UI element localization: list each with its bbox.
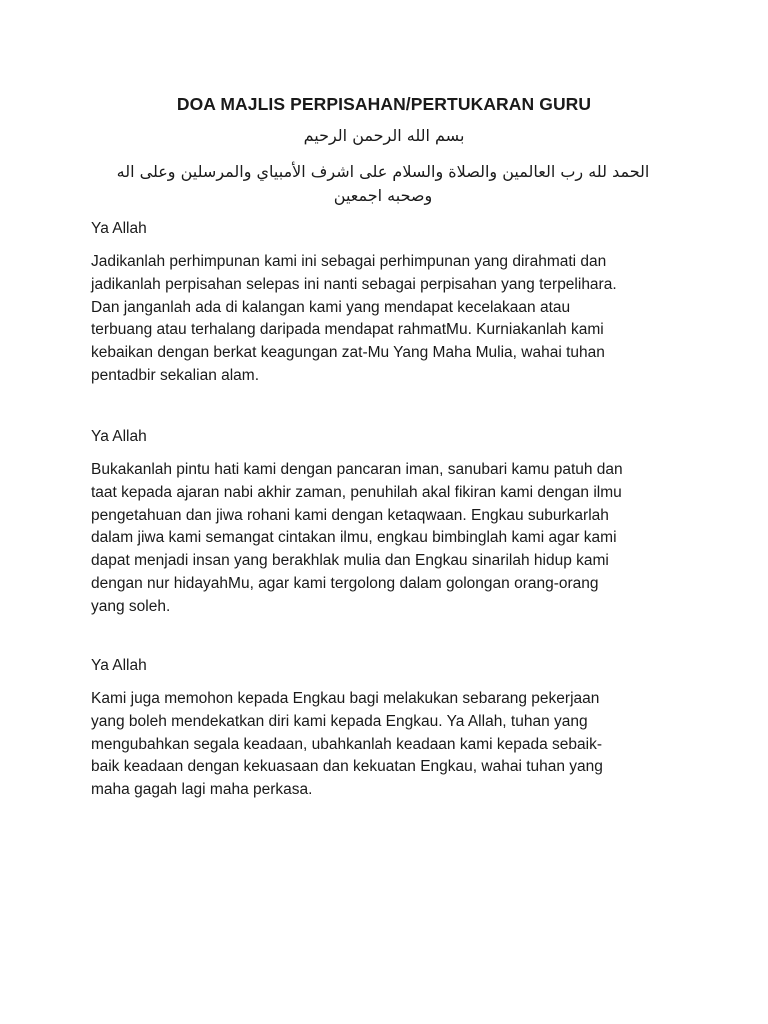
paragraph-line: dengan nur hidayahMu, agar kami tergolong dalam golongan orang-orang bbox=[91, 574, 599, 592]
paragraph-line: Kami juga memohon kepada Engkau bagi melakukan sebarang pekerjaan bbox=[91, 690, 600, 707]
paragraph-line: dapat menjadi insan yang berakhlak mulia dan Engkau sinarilah hidup kami bbox=[91, 552, 609, 570]
paragraph-line: mengubahkan segala keadaan, ubahkanlah keadaan kami kepada sebaik- bbox=[91, 735, 603, 753]
paragraph-line: yang boleh mendekatkan diri kami kepada Engkau. Ya Allah, tuhan yang bbox=[91, 712, 588, 730]
paragraph-line: taat kepada ajaran nabi akhir zaman, penuhilah akal fikiran kami dengan ilmu bbox=[91, 483, 622, 501]
paragraph-line: pentadbir sekalian alam. bbox=[91, 366, 260, 384]
section-paragraph bbox=[91, 688, 691, 802]
paragraph-line: yang soleh. bbox=[91, 597, 171, 615]
paragraph-line: baik keadaan dengan kekuasaan dan kekuatan Engkau, wahai tuhan yang bbox=[91, 758, 603, 776]
section-heading: Ya Allah bbox=[91, 220, 147, 237]
paragraph-line: Bukakanlah pintu hati kami dengan pancaran iman, sanubari kamu patuh dan bbox=[91, 461, 623, 478]
document-title: DOA MAJLIS PERPISAHAN/PERTUKARAN GURU bbox=[176, 94, 592, 114]
section-paragraph bbox=[91, 459, 691, 619]
paragraph-line: dalam jiwa kami semangat cintakan ilmu, engkau bimbinglah kami agar kami bbox=[91, 529, 617, 547]
paragraph-line: terbuang atau terhalang daripada mendapat rahmatMu. Kurniakanlah kami bbox=[91, 321, 604, 339]
section-paragraph bbox=[91, 251, 691, 388]
section-heading: Ya Allah bbox=[91, 428, 147, 445]
bismillah-line: بسم الله الرحمن الرحيم bbox=[303, 126, 465, 145]
paragraph-line: maha gagah lagi maha perkasa. bbox=[91, 781, 313, 799]
paragraph-line: jadikanlah perpisahan selepas ini nanti sebagai perpisahan yang terpelihara. bbox=[91, 275, 617, 293]
hamdalah-paragraph: الحمد لله رب العالمين والصلاة والسلام على اشرف الأمبياي والمرسلين وعلى اله وصحبه اجمعين bbox=[116, 162, 650, 205]
paragraph-line: Dan janganlah ada di kalangan kami yang mendapat kecelakaan atau bbox=[91, 298, 571, 316]
paragraph-line: Jadikanlah perhimpunan kami ini sebagai perhimpunan yang dirahmati dan bbox=[91, 253, 607, 270]
paragraph-line: pengetahuan dan jiwa rohani kami dengan ketaqwaan. Engkau suburkarlah bbox=[91, 506, 609, 524]
section-heading: Ya Allah bbox=[91, 657, 147, 674]
paragraph-line: kebaikan dengan berkat keagungan zat-Mu Yang Maha Mulia, wahai tuhan bbox=[91, 344, 605, 362]
